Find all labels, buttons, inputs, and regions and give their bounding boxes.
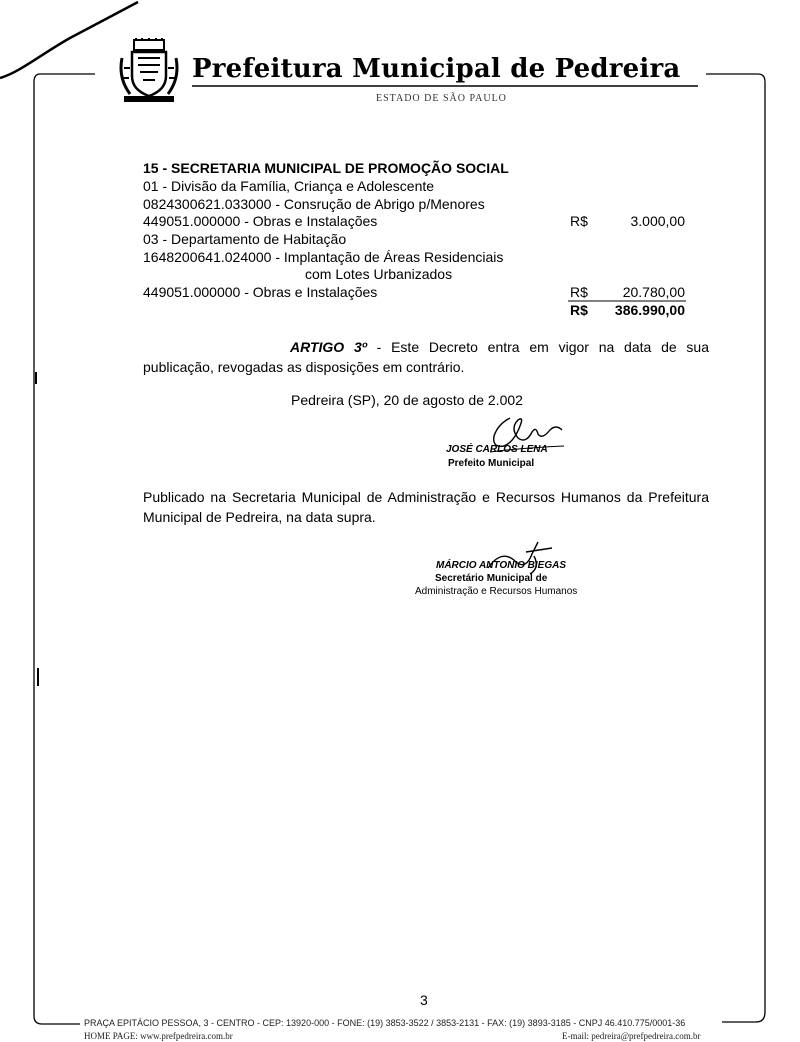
- project-line: 0824300621.033000 - Consrução de Abrigo p/Menores: [143, 196, 485, 212]
- coat-of-arms-icon: [118, 38, 180, 104]
- item-amount: 20.780,00: [622, 284, 685, 300]
- page-number: 3: [420, 992, 428, 1008]
- signatory-role: Prefeito Municipal: [448, 458, 535, 469]
- signatory-role: Secretário Municipal de: [435, 573, 548, 584]
- currency-symbol: R$: [570, 284, 588, 300]
- article-paragraph: [143, 337, 709, 377]
- signature-scribble-icon: [482, 538, 562, 578]
- project-line: 1648200641.024000 - Implantação de Áreas Residenciais: [143, 249, 504, 265]
- signatory-name: JOSÉ CARLOS LENA: [446, 444, 548, 455]
- publication-paragraph: Publicado na Secretaria Municipal de Administração e Recursos Humanos da Prefeitura Municipal de Pedreira, na data supra.: [143, 489, 709, 525]
- section-heading: 15 - SECRETARIA MUNICIPAL DE PROMOÇÃO SOCIAL: [143, 160, 509, 176]
- signatory-name: MÁRCIO ANTONIO BIEGAS: [436, 560, 567, 571]
- division-line: 03 - Departamento de Habitação: [143, 231, 347, 247]
- page-title: Prefeitura Municipal de Pedreira: [192, 54, 681, 84]
- division-line: 01 - Divisão da Família, Criança e Adolescente: [143, 178, 435, 194]
- project-line-continued: com Lotes Urbanizados: [305, 266, 453, 282]
- signatory-department: Administração e Recursos Humanos: [415, 586, 578, 597]
- page-subtitle: ESTADO DE SÃO PAULO: [376, 93, 507, 104]
- currency-symbol: R$: [570, 213, 588, 229]
- total-currency: R$: [570, 302, 588, 318]
- item-label: 449051.000000 - Obras e Instalações: [143, 284, 378, 300]
- footer-email: E-mail: pedreira@prefpedreira.com.br: [562, 1031, 701, 1041]
- article-label: ARTIGO 3º: [290, 339, 367, 355]
- footer-homepage: HOME PAGE: www.prefpedreira.com.br: [84, 1031, 233, 1041]
- footer-address: PRAÇA EPITÁCIO PESSOA, 3 - CENTRO - CEP: 13920-000 - FONE: (19) 3853-3522 / 3853-2131 - FAX: (19) 3893-3185 - CNPJ 46.410.775/0001-36: [84, 1018, 686, 1028]
- article-text: - Este Decreto entra em vigor na data de sua publicação, revogadas as disposições em contrário.: [143, 339, 709, 375]
- place-date: Pedreira (SP), 20 de agosto de 2.002: [291, 392, 523, 408]
- item-amount: 3.000,00: [630, 213, 685, 229]
- item-label: 449051.000000 - Obras e Instalações: [143, 213, 378, 229]
- total-amount: 386.990,00: [614, 302, 685, 318]
